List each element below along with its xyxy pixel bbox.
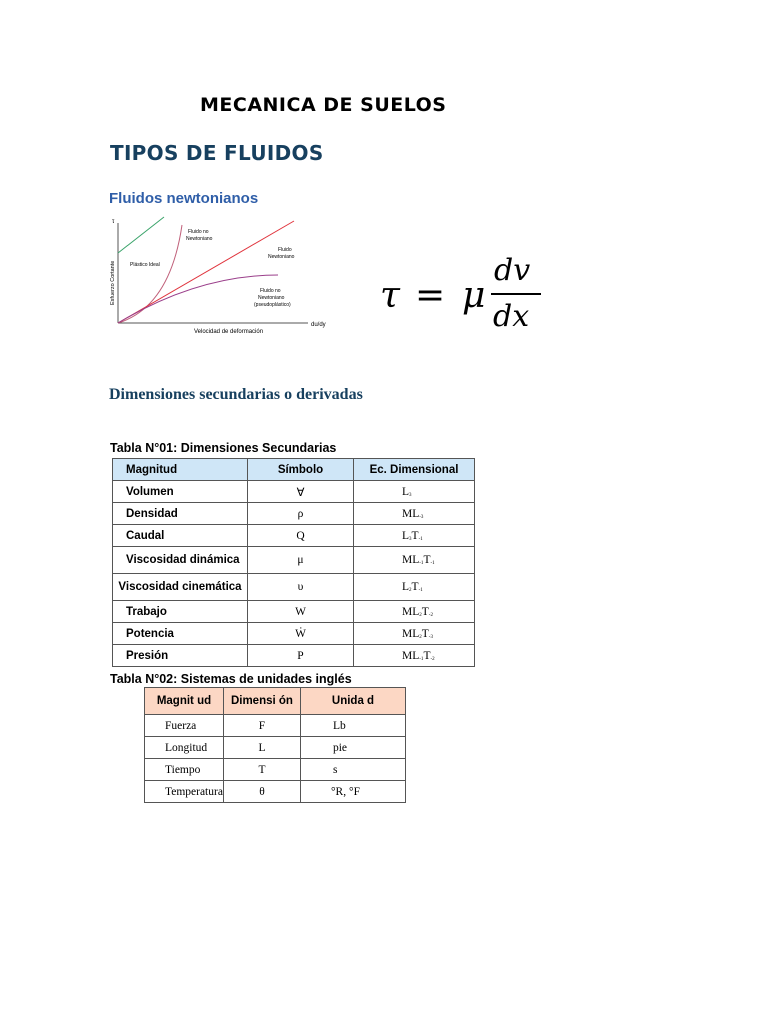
newton-viscosity-formula [378,250,548,335]
x-axis-symbol: du/dy [311,322,326,328]
label-newtonian-1: Fluido [278,247,292,253]
formula-numerator: dv [494,253,531,288]
cell-magnitud: Caudal [113,525,248,547]
cell-simbolo: ∀ [248,481,354,503]
cell-magnitud: Volumen [113,481,248,503]
label-newtonian-2: Newtoniano [268,254,295,260]
cell-dimension: L [223,737,300,759]
cell-unidad: Lb [300,715,405,737]
header-simbolo: Símbolo [248,459,354,481]
cell-magnitud: Viscosidad dinámica [113,547,248,574]
label-non-newtonian-2: Newtoniano [186,236,213,242]
cell-ec-dimensional: $L^3T^{-1}$ [354,525,475,547]
cell-simbolo: μ [248,547,354,574]
label-non-newtonian-1: Fluido no [188,229,209,235]
label-pseudo-3: (pseudoplástico) [254,302,291,308]
secondary-dimensions-table [112,458,475,667]
cell-dimension: F [223,715,300,737]
cell-magnitud: Tiempo [145,759,224,781]
cell-unidad: °R, °F [300,781,405,803]
table1-caption: Tabla N°01: Dimensiones Secundarias [110,441,337,455]
label-pseudo-1: Fluido no [260,288,281,294]
table-row [113,623,475,645]
cell-ec-dimensional: $ML^2T^{-3}$ [354,623,475,645]
table-row [113,547,475,574]
cell-magnitud: Temperatura [145,781,224,803]
table-header-row [145,688,406,715]
heading-fluid-types: TIPOS DE FLUIDOS [110,141,324,165]
formula-mu: μ [462,275,486,316]
cell-magnitud: Densidad [113,503,248,525]
table-row [113,525,475,547]
cell-simbolo: υ [248,574,354,601]
table-row [145,715,406,737]
cell-ec-dimensional: $ML^{-1}T^{-1}$ [354,547,475,574]
cell-simbolo: Ẇ [248,623,354,645]
table-row [113,503,475,525]
plastic-ideal-curve [118,217,164,253]
cell-dimension: θ [223,781,300,803]
document-title: MECANICA DE SUELOS [200,94,447,116]
table2-caption: Tabla N°02: Sistemas de unidades inglés [110,672,352,686]
header-unidad: Unida d [300,688,405,715]
pseudoplastic-curve [118,275,278,323]
cell-dimension: T [223,759,300,781]
cell-ec-dimensional: $L^3$ [354,481,475,503]
table-row [145,759,406,781]
non-newtonian-curve [118,225,182,323]
cell-magnitud: Potencia [113,623,248,645]
header-ec-dimensional: Ec. Dimensional [354,459,475,481]
table-row [113,481,475,503]
y-axis-label: Esfuerzo Cortante [110,260,116,305]
cell-unidad: s [300,759,405,781]
heading-newtonian-fluids: Fluidos newtonianos [109,190,259,207]
cell-magnitud: Longitud [145,737,224,759]
cell-ec-dimensional: $ML^{-1}T^{-2}$ [354,645,475,667]
formula-equals: = [415,275,446,316]
table-row [113,645,475,667]
label-plastic: Plástico Ideal [130,262,160,268]
x-axis-label: Velocidad de deformación [194,329,264,335]
header-dimension: Dimensi ón [223,688,300,715]
header-magnitud: Magnitud [113,459,248,481]
cell-magnitud: Trabajo [113,601,248,623]
fluid-types-chart [108,215,330,340]
cell-magnitud: Viscosidad cinemática [113,574,248,601]
cell-ec-dimensional: $ML^2T^{-2}$ [354,601,475,623]
cell-simbolo: Q [248,525,354,547]
header-magnitud: Magnit ud [145,688,224,715]
table-row [113,574,475,601]
table-row [113,601,475,623]
y-axis-symbol: τ [112,219,115,225]
english-units-table [144,687,406,803]
table-row [145,781,406,803]
cell-ec-dimensional: $ML^{-3}$ [354,503,475,525]
cell-ec-dimensional: $L^2T^{-1}$ [354,574,475,601]
cell-unidad: pie [300,737,405,759]
label-pseudo-2: Newtoniano [258,295,285,301]
formula-tau: τ [380,275,400,316]
cell-magnitud: Fuerza [145,715,224,737]
cell-magnitud: Presión [113,645,248,667]
heading-secondary-dimensions: Dimensiones secundarias o derivadas [109,386,363,403]
cell-simbolo: ρ [248,503,354,525]
cell-simbolo: W [248,601,354,623]
cell-simbolo: P [248,645,354,667]
table-header-row [113,459,475,481]
table-row [145,737,406,759]
formula-denominator: dx [493,299,530,334]
